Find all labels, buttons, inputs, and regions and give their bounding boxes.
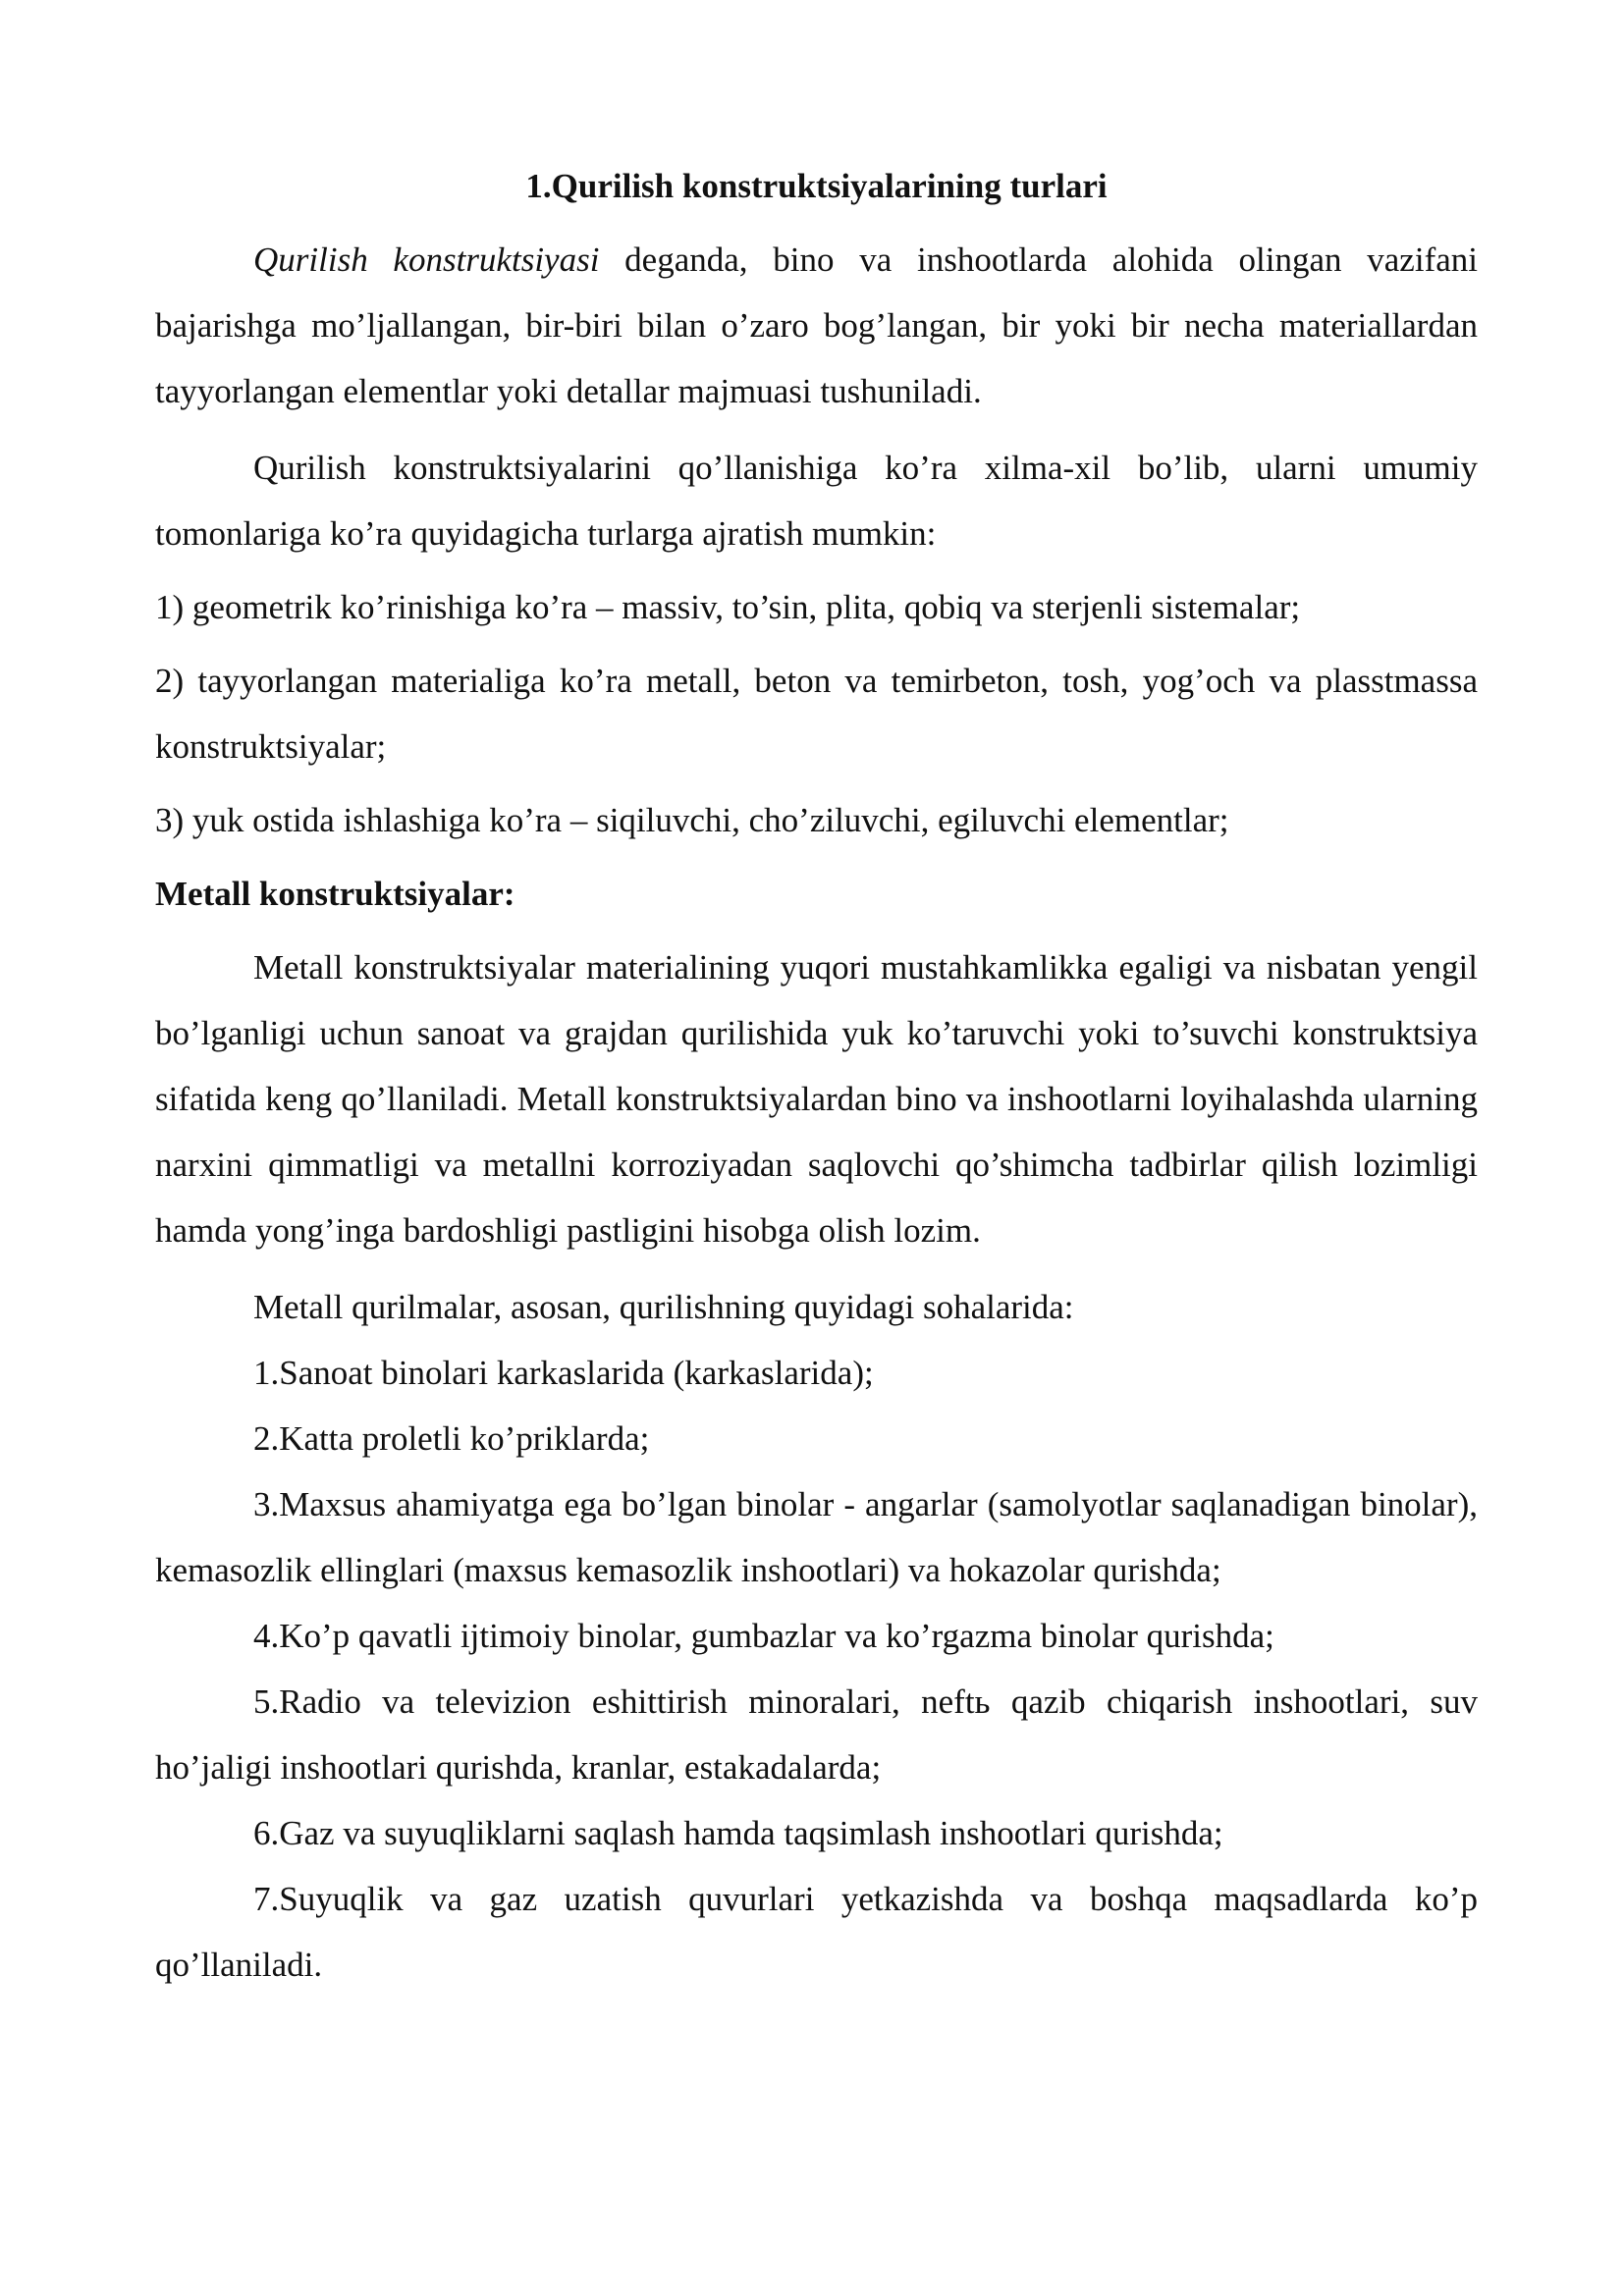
areas-intro: Metall qurilmalar, asosan, qurilishning quyidagi sohalarida: [253,1288,1074,1326]
classification-item: 3) yuk ostida ishlashiga ko’ra – siqiluvchi, cho’ziluvchi, egiluvchi elementlar; [155,801,1229,839]
intro-term: Qurilish konstruktsiyasi [253,240,600,279]
classification-item: 2) tayyorlangan materialiga ko’ra metall, beton va temirbeton, tosh, yog’och va plasstmassa konstruktsiyalar; [155,662,1478,766]
document-title: 1.Qurilish konstruktsiyalarining turlari [525,167,1108,205]
classification-intro: Qurilish konstruktsiyalarini qo’llanishiga ko’ra xilma-xil bo’lib, ularni umumiy tomonlariga ko’ra quyidagicha turlarga ajratish mumkin: [155,449,1478,553]
area-item: 6.Gaz va suyuqliklarni saqlash hamda taqsimlash inshootlari qurishda; [253,1814,1223,1852]
area-item: 1.Sanoat binolari karkaslarida (karkaslarida); [253,1354,874,1392]
area-item: 7.Suyuqlik va gaz uzatish quvurlari yetkazishda va boshqa maqsadlarda ko’p qo’llaniladi. [155,1880,1478,1984]
area-item: 5.Radio va televizion eshittirish minoralari, neftь qazib chiqarish inshootlari, suv ho’jaligi inshootlari qurishda, kranlar, estakadalarda; [155,1682,1478,1787]
area-item: 2.Katta proletli ko’priklarda; [253,1419,650,1458]
area-item: 3.Maxsus ahamiyatga ega bo’lgan binolar - angarlar (samolyotlar saqlanadigan binolar), kemasozlik ellinglari (maxsus kemasozlik inshootlari) va hokazolar qurishda; [155,1485,1478,1589]
section-heading: Metall konstruktsiyalar: [155,875,515,913]
area-item: 4.Ko’p qavatli ijtimoiy binolar, gumbazlar va ko’rgazma binolar qurishda; [253,1617,1274,1655]
classification-item: 1) geometrik ko’rinishiga ko’ra – massiv, to’sin, plita, qobiq va sterjenli sistemalar; [155,588,1301,626]
intro-paragraph [155,227,1478,424]
document-page [155,153,1478,1998]
intro-text: deganda, bino va inshootlarda alohida olingan vazifani bajarishga mo’ljallangan, bir-biri bilan o’zaro bog’langan, bir yoki bir necha materiallardan tayyorlangan elementlar yoki detallar majmuasi tushuniladi. [155,240,1478,410]
metal-paragraph: Metall konstruktsiyalar materialining yuqori mustahkamlikka egaligi va nisbatan yengil bo’lganligi uchun sanoat va grajdan qurilishida yuk ko’taruvchi yoki to’suvchi konstruktsiya sifatida keng qo’llaniladi. Metall konstruktsiyalardan bino va inshootlarni loyihalashda ularning narxini qimmatligi va metallni korroziyadan saqlovchi qo’shimcha tadbirlar qilish lozimligi hamda yong’inga bardoshligi pastligini hisobga olish lozim. [155,948,1478,1250]
